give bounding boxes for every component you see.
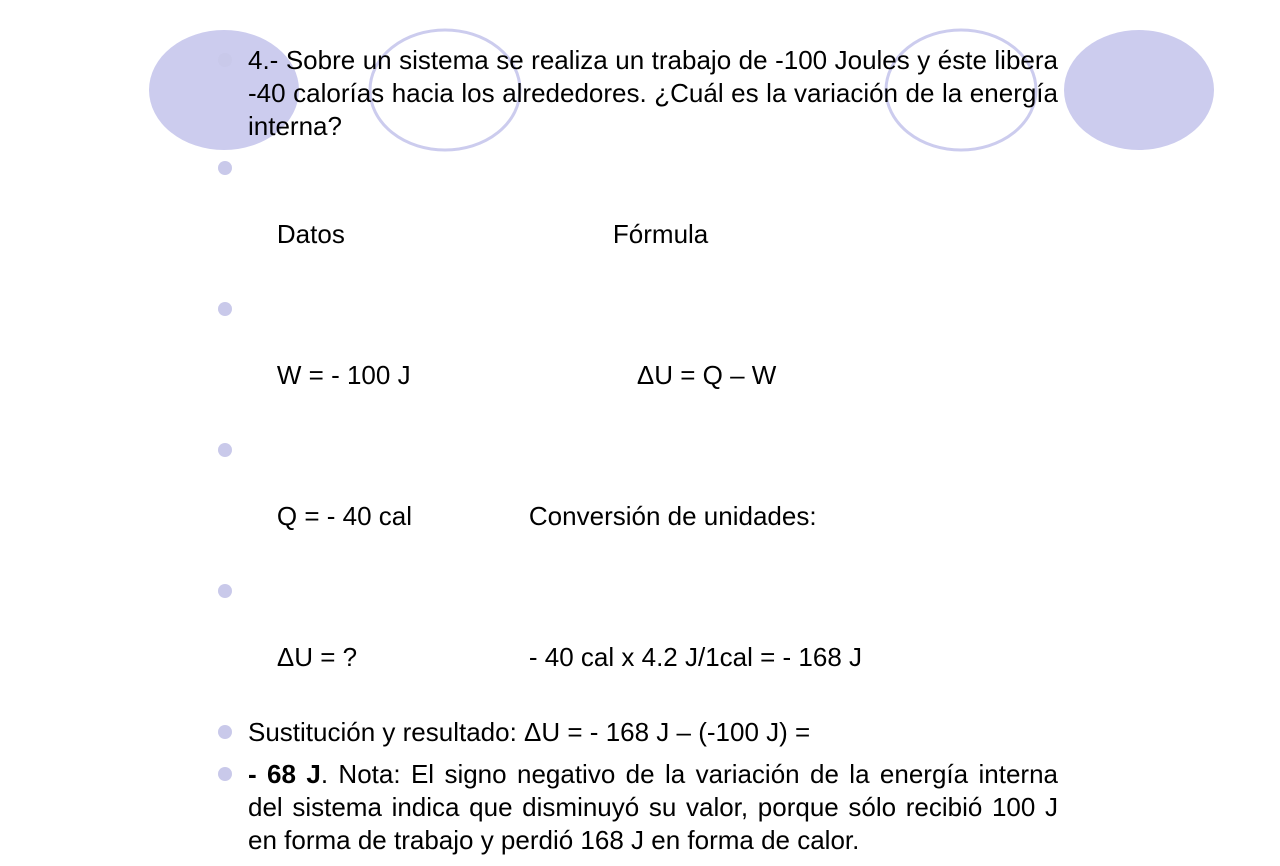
- slide-body: [218, 44, 1058, 866]
- conversion-label: Conversión de unidades:: [528, 501, 817, 531]
- bullet-row-work: [218, 293, 1058, 425]
- bullet-substitution: [218, 716, 1058, 749]
- bullet-dot: [218, 584, 232, 598]
- filled-circle-right: [1064, 30, 1214, 150]
- formula-expression: ΔU = Q – W: [636, 360, 777, 390]
- bullet-dot: [218, 725, 232, 739]
- work-value: W = - 100 J: [276, 360, 411, 390]
- bullet-row-datos: [218, 152, 1058, 284]
- result-value: - 68 J: [248, 759, 321, 789]
- conversion-expression: - 40 cal x 4.2 J/1cal = - 168 J: [528, 642, 863, 672]
- result-note: . Nota: El signo negativo de la variación de la energía interna del sistema indica que disminuyó su valor, porque sólo recibió 100 J en forma de trabajo y perdió 168 J en forma de calor.: [248, 759, 1058, 855]
- substitution-text: Sustitución y resultado: ΔU = - 168 J – (-100 J) =: [248, 717, 811, 747]
- problem-text: 4.- Sobre un sistema se realiza un trabajo de -100 Joules y éste libera -40 calorías hacia los alrededores. ¿Cuál es la variación de la energía interna?: [248, 45, 1058, 141]
- bullet-dot: [218, 53, 232, 67]
- bullet-result: [218, 758, 1058, 857]
- bullet-row-heat: [218, 434, 1058, 566]
- bullet-dot: [218, 767, 232, 781]
- bullet-problem: [218, 44, 1058, 143]
- bullet-row-delta: [218, 575, 1058, 707]
- delta-unknown: ΔU = ?: [276, 642, 358, 672]
- datos-label: Datos: [276, 219, 345, 249]
- bullet-dot: [218, 302, 232, 316]
- heat-value: Q = - 40 cal: [276, 501, 413, 531]
- bullet-dot: [218, 443, 232, 457]
- formula-label: Fórmula: [612, 219, 709, 249]
- bullet-dot: [218, 161, 232, 175]
